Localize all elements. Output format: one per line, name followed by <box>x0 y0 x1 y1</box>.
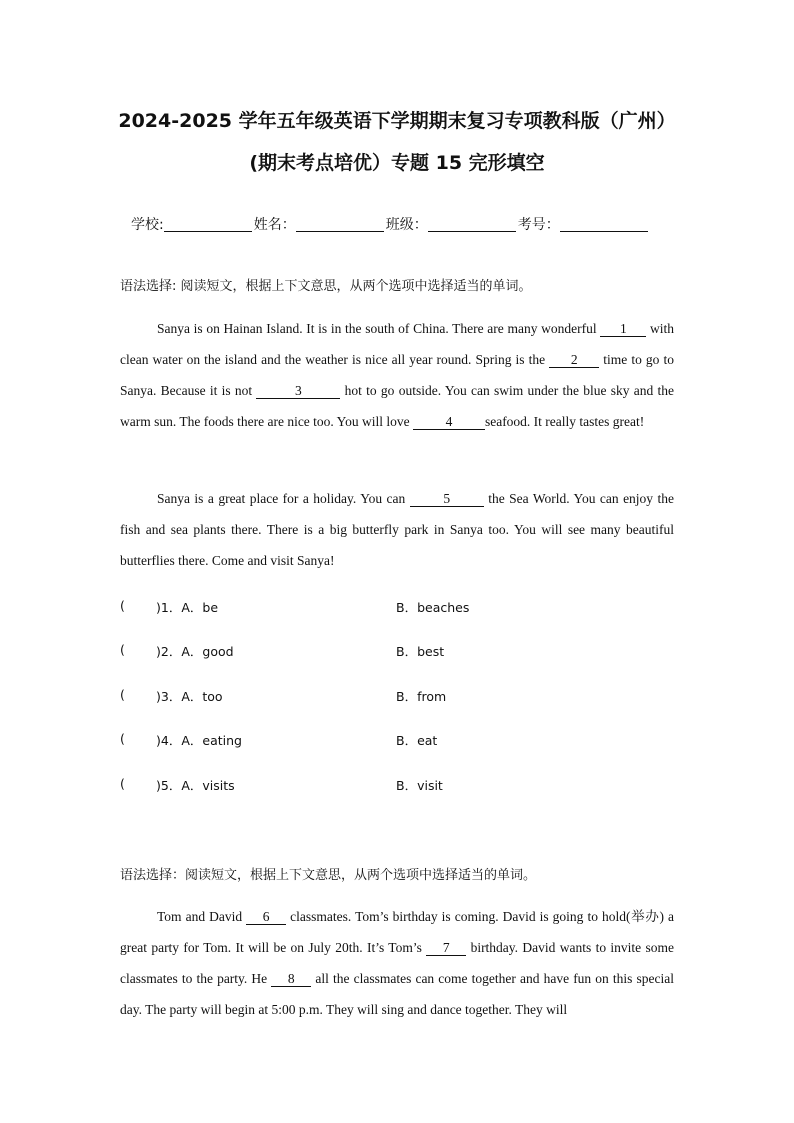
number-label: 考号： <box>517 217 560 233</box>
student-info-row <box>131 214 650 234</box>
blank-1[interactable]: 1 <box>600 321 646 337</box>
blank-7[interactable]: 7 <box>426 940 466 956</box>
blank-4[interactable]: 4 <box>413 414 485 430</box>
school-field[interactable] <box>164 217 252 232</box>
section2-paragraph-1: Tom and David 6 classmates. Tom’s birthday is coming. David is going to hold(举办) a great party for Tom. It will be on July 20th. It’s Tom’s 7 birthday. David wants to invite some classmates to the party. He 8 all the classmates can come together and have fun on this special day. The party will begin at 5:00 p.m. They will sing and dance together. They will <box>120 909 675 1017</box>
school-label: 学校: <box>131 217 164 233</box>
class-label: 班级： <box>385 217 428 233</box>
blank-6[interactable]: 6 <box>246 909 286 925</box>
worksheet-page: 2024-2025 学年五年级英语下学期期末复习专项教科版（广州） (期末考点培优）专题 15 完形填空 学校: 姓名： 班级： 考号： 语法选择: 阅读短文，根据上下文意思，从两个选项中选择适当的单词。 Sanya is on Hainan Island. It is in the south of China. There are many wonderful 1 with clean water on the island and the weather is nice all year round. Spring is the 2 time to go to Sanya. Because it is not 3 hot to go outside. You can swim under the blue sky and the warm sun. The foods there are nice too. You will love 4 seafood. It really tastes great! Sanya is a great place for a holiday. You can 5 the Sea World. You can enjoy the fish and sea plants there. There is a big butterfly park in Sanya too. You will see many beautiful butterflies there. Come and visit Sanya! ( )1．A．be B．beaches ( )2．A．good B．best ( )3．A．too B．from ( )4．A．eating B．eat ( )5．A．visits B．visit 语法选择：阅读短文，根据上下文意思，从两个选项中选择适当的单词。 Tom and David 6 classmates. Tom’s birthday is coming. David is going to hold(举办) a great party for Tom. It will be on July 20th. It’s Tom’s 7 birthday. David wants to invite some classmates to the party. He 8 all the classmates can come together and have fun on this special day. The party will begin at 5:00 p.m. They will sing and dance together. They will <box>0 0 794 1123</box>
blank-5[interactable]: 5 <box>410 491 484 507</box>
number-field[interactable] <box>560 217 648 232</box>
blank-2[interactable]: 2 <box>549 352 599 368</box>
page-title: 2024-2025 学年五年级英语下学期期末复习专项教科版（广州） <box>118 110 676 132</box>
section2-instruction: 语法选择：阅读短文，根据上下文意思，从两个选项中选择适当的单词。 <box>120 868 537 883</box>
class-field[interactable] <box>428 217 516 232</box>
blank-3[interactable]: 3 <box>256 383 340 399</box>
page-subtitle: (期末考点培优）专题 15 完形填空 <box>249 152 545 174</box>
section1-paragraph-1: Sanya is on Hainan Island. It is in the south of China. There are many wonderful 1 with clean water on the island and the weather is nice all year round. Spring is the 2 time to go to Sanya. Because it is not 3 hot to go outside. You can swim under the blue sky and the warm sun. The foods there are nice too. You will love 4 seafood. It really tastes great! <box>120 321 674 429</box>
section1-paragraph-2: Sanya is a great place for a holiday. You can 5 the Sea World. You can enjoy the fish and sea plants there. There is a big butterfly park in Sanya too. You will see many beautiful butterflies there. Come and visit Sanya! <box>120 491 674 568</box>
name-field[interactable] <box>296 217 384 232</box>
name-label: 姓名： <box>253 217 296 233</box>
blank-8[interactable]: 8 <box>271 971 311 987</box>
section1-instruction: 语法选择: 阅读短文，根据上下文意思，从两个选项中选择适当的单词。 <box>120 279 532 294</box>
